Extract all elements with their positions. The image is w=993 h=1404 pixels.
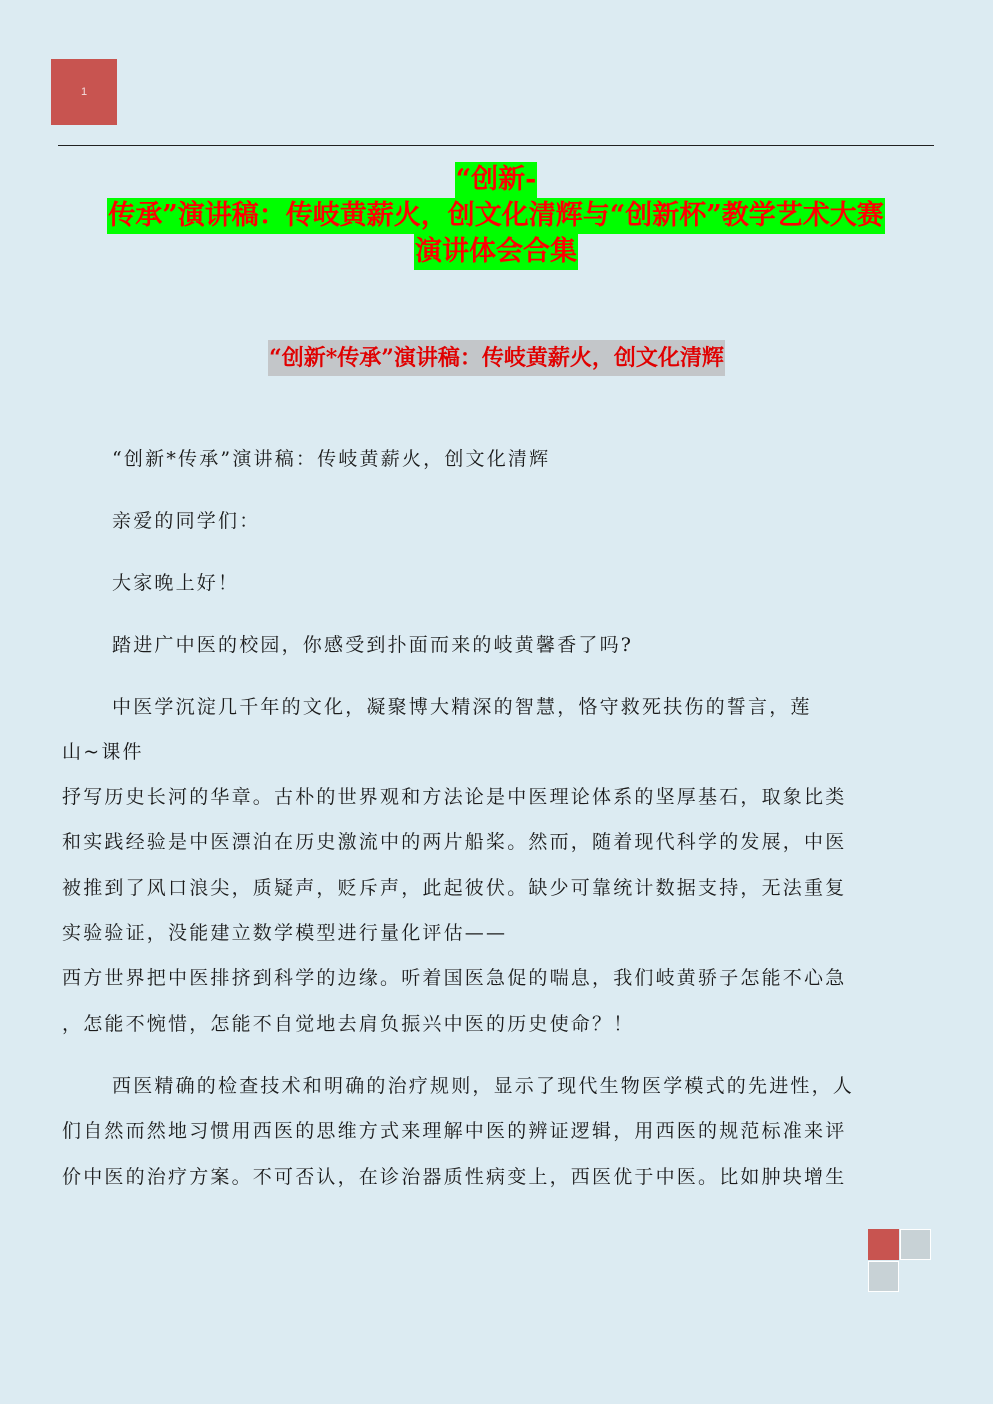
corner-square-red — [868, 1229, 899, 1260]
body-line: 大家晚上好！ — [112, 572, 240, 594]
body-line: 们自然而然地习惯用西医的思维方式来理解中医的辨证逻辑，用西医的规范标准来评 — [62, 1120, 847, 1142]
body-line: ，怎能不惋惜，怎能不自觉地去肩负振兴中医的历史使命？！ — [62, 1013, 635, 1035]
corner-square-gray — [868, 1261, 899, 1292]
section-heading — [0, 340, 993, 376]
page-number: 1 — [80, 86, 88, 98]
header-divider — [58, 145, 934, 146]
title-line-3: 演讲体会合集 — [414, 234, 578, 270]
body-line: 山~课件 — [62, 741, 144, 763]
title-line-1: “创新- — [455, 162, 538, 198]
body-line: 踏进广中医的校园，你感受到扑面而来的岐黄馨香了吗? — [112, 634, 634, 656]
body-line: 抒写历史长河的华章。古朴的世界观和方法论是中医理论体系的坚厚基石，取象比类 — [62, 786, 847, 808]
body-line: 实验验证，没能建立数学模型进行量化评估—— — [62, 922, 508, 944]
body-line: 价中医的治疗方案。不可否认，在诊治器质性病变上，西医优于中医。比如肿块增生 — [62, 1166, 847, 1188]
document-title — [58, 162, 934, 270]
body-line: 和实践经验是中医漂泊在历史激流中的两片船桨。然而，随着现代科学的发展，中医 — [62, 831, 847, 853]
corner-square-gray — [900, 1229, 931, 1260]
section-heading-text: “创新*传承”演讲稿：传岐黄薪火，创文化清辉 — [268, 340, 725, 376]
title-line-2: 传承”演讲稿：传岐黄薪火，创文化清辉与“创新杯”教学艺术大赛 — [107, 198, 885, 234]
page-number-badge — [51, 59, 117, 125]
body-line: “创新*传承”演讲稿：传岐黄薪火，创文化清辉 — [112, 448, 551, 470]
body-line: 西方世界把中医排挤到科学的边缘。听着国医急促的喘息，我们岐黄骄子怎能不心急 — [62, 967, 847, 989]
body-line: 被推到了风口浪尖，质疑声，贬斥声，此起彼伏。缺少可靠统计数据支持，无法重复 — [62, 877, 847, 899]
body-line: 中医学沉淀几千年的文化，凝聚博大精深的智慧，恪守救死扶伤的誓言，莲 — [112, 696, 812, 718]
body-line: 亲爱的同学们： — [112, 510, 261, 532]
body-line: 西医精确的检查技术和明确的治疗规则，显示了现代生物医学模式的先进性，人 — [112, 1075, 855, 1097]
